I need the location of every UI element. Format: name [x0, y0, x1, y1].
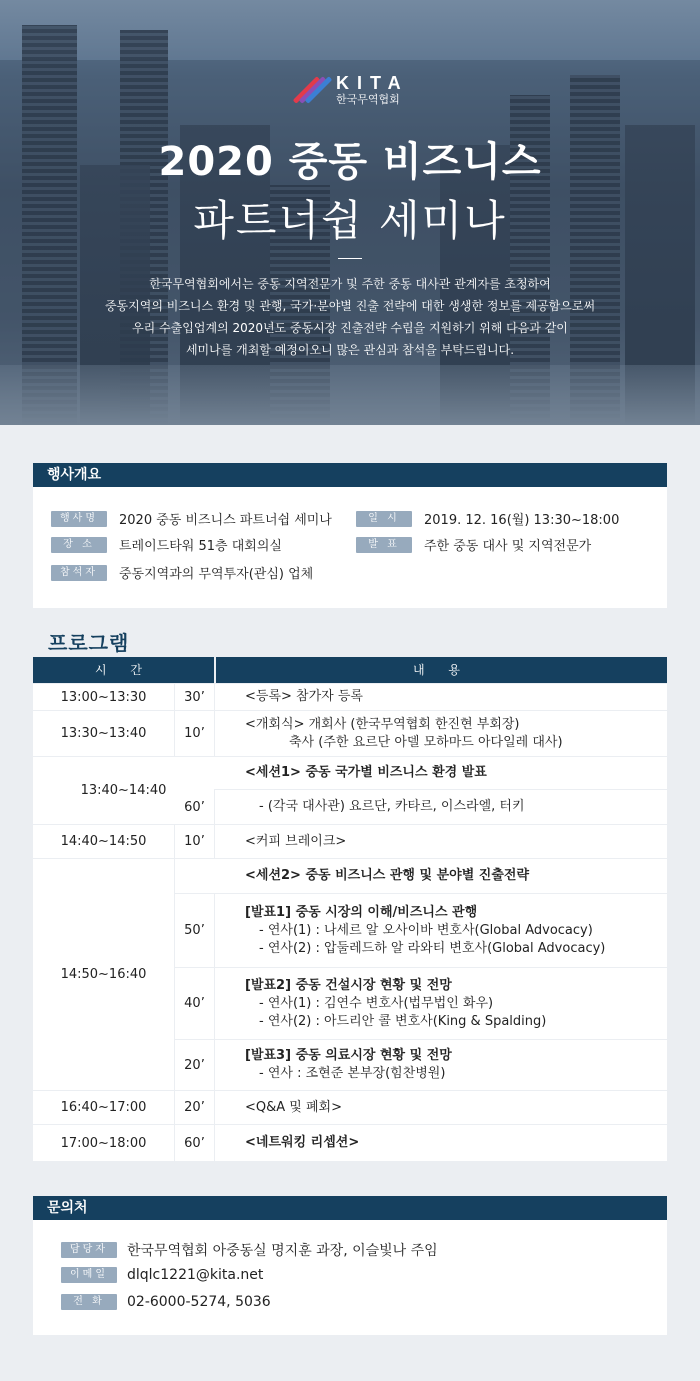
- content-line: 축사 (주한 요르단 아델 모하마드 아다일레 대사): [289, 734, 563, 750]
- overview-label: 장 소: [51, 537, 107, 553]
- col-header-time: 시 간: [33, 657, 214, 683]
- overview-label: 일 시: [356, 511, 412, 527]
- contact-value: 한국무역협회 아중동실 명지훈 과장, 이슬빛나 주임: [127, 1243, 438, 1259]
- content-line: - 연사(1) : 김연수 변호사(법무법인 화우): [259, 995, 494, 1011]
- overview-value: 2020 중동 비즈니스 파트너쉽 세미나: [119, 513, 332, 528]
- overview-value: 중동지역과의 무역투자(관심) 업체: [119, 567, 314, 582]
- time-cell: 14:50~16:40: [33, 859, 174, 1090]
- duration-cell: 10’: [175, 711, 214, 756]
- duration-cell: 40’: [175, 968, 214, 1039]
- title-divider: [338, 258, 362, 259]
- overview-value: 2019. 12. 16(월) 13:30~18:00: [424, 513, 620, 528]
- session-title: <세션1> 중동 국가별 비즈니스 환경 발표: [245, 765, 487, 780]
- logo-en: KITA: [336, 72, 409, 93]
- session-title: <세션2> 중동 비즈니스 관행 및 분야별 진출전략: [245, 868, 530, 883]
- contact-label: 전 화: [61, 1294, 117, 1310]
- content-line: [발표3] 중동 의료시장 현황 및 전망: [245, 1048, 452, 1063]
- content-cell: [175, 757, 667, 789]
- content-line: <커피 브레이크>: [245, 833, 347, 849]
- contact-heading: 문의처: [33, 1196, 667, 1220]
- content-line: - 연사(2) : 압둘레드하 알 라와티 변호사(Global Advocacy): [259, 940, 606, 956]
- phone-value: 02-6000-5274, 5036: [127, 1294, 271, 1310]
- description-line: 한국무역협회에서는 중동 지역전문가 및 주한 중동 대사관 관계자를 초청하여: [149, 277, 551, 291]
- content-line: - 연사 : 조현준 본부장(힘찬병원): [259, 1066, 446, 1081]
- overview-item: [356, 535, 591, 554]
- col-header-content: 내 용: [216, 657, 667, 683]
- contact-item: [61, 1267, 263, 1283]
- hero-banner: [0, 0, 700, 425]
- contact-item: [61, 1240, 438, 1260]
- duration-cell: 20’: [175, 1040, 214, 1090]
- duration-cell: 20’: [175, 1091, 214, 1124]
- content-cell: [215, 790, 667, 824]
- content-line: [발표1] 중동 시장의 이해/비즈니스 관행: [245, 904, 478, 920]
- content-cell: [215, 968, 667, 1039]
- content-line: [발표2] 중동 건설시장 현황 및 전망: [245, 977, 452, 993]
- content-line: <개회식> 개회사 (한국무역협회 한진현 부회장): [245, 716, 520, 732]
- time-cell: 13:40~14:40: [33, 757, 214, 824]
- time-cell: 14:40~14:50: [33, 825, 174, 858]
- time-cell: 17:00~18:00: [33, 1125, 174, 1161]
- content-line: <등록> 참가자 등록: [245, 689, 363, 704]
- time-cell: 13:30~13:40: [33, 711, 174, 756]
- contact-label: 이메일: [61, 1267, 117, 1283]
- page-subtitle: 파트너쉽 세미나: [193, 196, 507, 245]
- kita-logo-icon: [300, 75, 330, 105]
- contact-label: 담당자: [61, 1242, 117, 1258]
- hero-description: [0, 273, 700, 361]
- time-cell: 16:40~17:00: [33, 1091, 174, 1124]
- overview-item: [51, 563, 313, 582]
- kita-logo: [300, 70, 409, 110]
- content-line: <네트워킹 리셉션>: [245, 1135, 360, 1150]
- logo-kr: 한국무역협회: [336, 92, 400, 106]
- duration-cell: 60’: [175, 790, 214, 824]
- duration-cell: 50’: [175, 894, 214, 967]
- content-cell: [215, 711, 667, 756]
- content-cell: [215, 1125, 667, 1161]
- overview-label: 발 표: [356, 537, 412, 553]
- duration-cell: 30’: [175, 684, 214, 710]
- overview-value: 주한 중동 대사 및 지역전문가: [424, 539, 592, 554]
- overview-value: 트레이드타워 51층 대회의실: [119, 539, 282, 554]
- email-link[interactable]: dlqlc1221@kita.net: [127, 1267, 264, 1283]
- contact-card: [33, 1220, 667, 1335]
- description-line: 중동지역의 비즈니스 환경 및 관행, 국가·분야별 진출 전략에 대한 생생한 정보를 제공함으로써: [104, 299, 596, 313]
- overview-label: 행사명: [51, 511, 107, 527]
- duration-cell: 60’: [175, 1125, 214, 1161]
- content-cell: [215, 684, 667, 710]
- content-line: <Q&A 및 폐회>: [245, 1099, 342, 1115]
- overview-label: 참석자: [51, 565, 107, 581]
- description-line: 세미나를 개최할 예정이오니 많은 관심과 참석을 부탁드립니다.: [185, 343, 515, 357]
- content-cell: [215, 894, 667, 967]
- overview-item: [51, 535, 282, 554]
- content-cell: [215, 825, 667, 858]
- duration-cell: 10’: [175, 825, 214, 858]
- program-heading: 프로그램: [48, 631, 130, 655]
- page-title: 2020 중동 비즈니스: [158, 139, 542, 185]
- overview-item: [356, 509, 619, 528]
- overview-card: [33, 487, 667, 608]
- content-cell: [175, 859, 667, 893]
- content-cell: [215, 1091, 667, 1124]
- description-line: 우리 수출입업계의 2020년도 중동시장 진출전략 수립을 지원하기 위해 다음과 같이: [132, 321, 568, 335]
- time-cell: 13:00~13:30: [33, 684, 174, 710]
- content-cell: [215, 1040, 667, 1090]
- contact-item: [61, 1294, 271, 1310]
- content-line: - 연사(2) : 아드리안 콜 변호사(King & Spalding): [259, 1013, 547, 1029]
- content-line: - (각국 대사관) 요르단, 카타르, 이스라엘, 터키: [259, 799, 525, 814]
- content-line: - 연사(1) : 나세르 알 오사이바 변호사(Global Advocacy): [259, 922, 593, 938]
- overview-item: [51, 509, 332, 528]
- overview-heading: 행사개요: [33, 463, 667, 487]
